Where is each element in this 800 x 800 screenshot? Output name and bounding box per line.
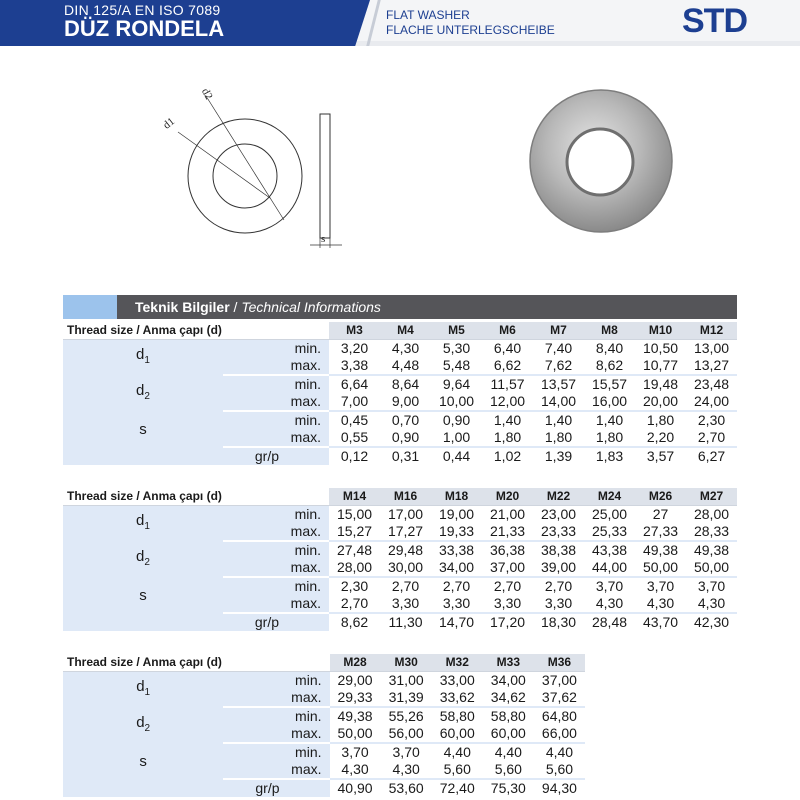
value-cell: 3,30 — [482, 595, 533, 613]
value-cell: 12,00 — [482, 393, 533, 411]
size-header-row — [63, 322, 737, 340]
size-m22: M22 — [533, 488, 584, 506]
value-cell: 33,62 — [432, 689, 483, 707]
d1-symbol-subscript: 1 — [144, 521, 150, 532]
s-symbol-letter: s — [139, 752, 147, 770]
d1-symbol — [63, 672, 223, 708]
value-cell: 3,70 — [686, 577, 737, 595]
value-cell: 64,80 — [534, 707, 585, 725]
value-cell: 34,00 — [431, 559, 482, 577]
weight-value: 8,62 — [329, 613, 380, 631]
thread-size-label: Thread size / Anma çapı (d) — [63, 654, 330, 672]
value-cell: 1,00 — [431, 429, 482, 447]
value-cell: 2,30 — [329, 577, 380, 595]
value-cell: 56,00 — [381, 725, 432, 743]
min-label: min. — [223, 411, 329, 429]
value-cell: 1,80 — [635, 411, 686, 429]
value-cell: 23,33 — [533, 523, 584, 541]
size-m6: M6 — [482, 322, 533, 340]
value-cell: 13,00 — [686, 340, 737, 358]
value-cell: 19,00 — [431, 506, 482, 524]
value-cell: 11,57 — [482, 375, 533, 393]
value-cell: 2,70 — [329, 595, 380, 613]
value-cell: 0,55 — [329, 429, 380, 447]
value-cell: 2,70 — [431, 577, 482, 595]
d2-symbol-subscript: 2 — [144, 390, 150, 402]
value-cell: 49,38 — [686, 541, 737, 559]
value-cell: 4,30 — [635, 595, 686, 613]
value-cell: 58,80 — [483, 707, 534, 725]
size-m33: M33 — [483, 654, 534, 672]
title-german: FLACHE UNTERLEGSCHEIBE — [386, 23, 555, 37]
d1-min-row — [63, 506, 737, 524]
min-label: min. — [223, 375, 329, 393]
d2-symbol-subscript: 2 — [144, 556, 150, 568]
value-cell: 34,62 — [483, 689, 534, 707]
value-cell: 4,40 — [432, 743, 483, 761]
value-cell: 9,00 — [380, 393, 431, 411]
value-cell: 5,30 — [431, 340, 482, 358]
value-cell: 60,00 — [483, 725, 534, 743]
size-m10: M10 — [635, 322, 686, 340]
size-m30: M30 — [381, 654, 432, 672]
value-cell: 21,00 — [482, 506, 533, 524]
s-symbol — [63, 577, 223, 613]
value-cell: 37,00 — [534, 672, 585, 690]
value-cell: 49,38 — [635, 541, 686, 559]
weight-value: 14,70 — [431, 613, 482, 631]
section-bar — [63, 295, 737, 319]
d2-symbol-letter: d — [136, 547, 145, 565]
value-cell: 3,30 — [380, 595, 431, 613]
d1-min-row — [63, 340, 737, 358]
page-header — [0, 0, 800, 46]
d2-symbol-subscript: 2 — [144, 722, 151, 734]
value-cell: 44,00 — [584, 559, 635, 577]
value-cell: 1,40 — [482, 411, 533, 429]
value-cell: 15,27 — [329, 523, 380, 541]
std-logo: STD — [682, 2, 747, 40]
s-symbol — [63, 411, 223, 447]
value-cell: 2,70 — [686, 429, 737, 447]
size-m18: M18 — [431, 488, 482, 506]
value-cell: 16,00 — [584, 393, 635, 411]
value-cell: 4,30 — [380, 340, 431, 358]
size-m24: M24 — [584, 488, 635, 506]
weight-value: 0,31 — [380, 447, 431, 465]
size-m32: M32 — [432, 654, 483, 672]
size-m14: M14 — [329, 488, 380, 506]
value-cell: 9,64 — [431, 375, 482, 393]
value-cell: 20,00 — [635, 393, 686, 411]
value-cell: 27,48 — [329, 541, 380, 559]
value-cell: 2,70 — [533, 577, 584, 595]
value-cell: 0,45 — [329, 411, 380, 429]
value-cell: 28,33 — [686, 523, 737, 541]
value-cell: 15,57 — [584, 375, 635, 393]
s-min-row — [63, 577, 737, 595]
size-m3: M3 — [329, 322, 380, 340]
value-cell: 50,00 — [686, 559, 737, 577]
value-cell: 36,38 — [482, 541, 533, 559]
value-cell: 3,30 — [431, 595, 482, 613]
value-cell: 3,70 — [330, 743, 381, 761]
spec-table-3 — [63, 654, 585, 797]
weight-value: 17,20 — [482, 613, 533, 631]
value-cell: 3,20 — [329, 340, 380, 358]
section-title-tr: Teknik Bilgiler — [135, 299, 230, 315]
value-cell: 14,00 — [533, 393, 584, 411]
max-label: max. — [223, 689, 329, 707]
value-cell: 5,48 — [431, 357, 482, 375]
s-label: s — [321, 233, 326, 245]
size-header-row — [63, 654, 585, 672]
washer-outer-circle — [188, 119, 302, 233]
value-cell: 2,20 — [635, 429, 686, 447]
max-label: max. — [223, 357, 329, 375]
value-cell: 29,00 — [330, 672, 381, 690]
value-cell: 31,00 — [381, 672, 432, 690]
value-cell: 60,00 — [432, 725, 483, 743]
washer-technical-drawing — [150, 80, 350, 255]
weight-value: 18,30 — [533, 613, 584, 631]
value-cell: 8,40 — [584, 340, 635, 358]
d1-symbol — [63, 340, 223, 376]
d1-symbol — [63, 506, 223, 542]
washer-photo — [528, 86, 678, 236]
value-cell: 34,00 — [483, 672, 534, 690]
weight-label: gr/p — [63, 447, 329, 465]
washer-side-view — [320, 114, 330, 238]
d2-dimension-line — [206, 96, 284, 220]
value-cell: 2,70 — [482, 577, 533, 595]
d2-symbol-letter: d — [136, 381, 145, 399]
weight-value: 0,12 — [329, 447, 380, 465]
page-title: DÜZ RONDELA — [64, 16, 225, 41]
d2-min-row — [63, 375, 737, 393]
washer-inner-circle — [213, 144, 277, 208]
value-cell: 6,62 — [482, 357, 533, 375]
value-cell: 1,80 — [584, 429, 635, 447]
max-label: max. — [223, 725, 329, 743]
s-symbol-letter: s — [139, 586, 147, 604]
s-symbol — [63, 743, 223, 779]
value-cell: 43,38 — [584, 541, 635, 559]
min-label: min. — [223, 506, 329, 524]
value-cell: 7,40 — [533, 340, 584, 358]
d1-symbol-letter: d — [136, 512, 145, 529]
value-cell: 3,70 — [584, 577, 635, 595]
min-label: min. — [223, 541, 329, 559]
s-min-row — [63, 411, 737, 429]
weight-label: gr/p — [63, 613, 329, 631]
value-cell: 25,33 — [584, 523, 635, 541]
d2-symbol — [63, 707, 223, 743]
d2-min-row — [63, 707, 585, 725]
weight-value: 11,30 — [380, 613, 431, 631]
value-cell: 8,64 — [380, 375, 431, 393]
size-m8: M8 — [584, 322, 635, 340]
size-m20: M20 — [482, 488, 533, 506]
d1-label: d1 — [160, 115, 178, 132]
value-cell: 6,40 — [482, 340, 533, 358]
value-cell: 39,00 — [533, 559, 584, 577]
d1-symbol-subscript: 1 — [144, 687, 151, 698]
value-cell: 3,30 — [533, 595, 584, 613]
value-cell: 24,00 — [686, 393, 737, 411]
value-cell: 13,57 — [533, 375, 584, 393]
value-cell: 4,40 — [483, 743, 534, 761]
value-cell: 23,00 — [533, 506, 584, 524]
size-m7: M7 — [533, 322, 584, 340]
size-m12: M12 — [686, 322, 737, 340]
size-header-row — [63, 488, 737, 506]
value-cell: 3,38 — [329, 357, 380, 375]
value-cell: 50,00 — [635, 559, 686, 577]
value-cell: 10,50 — [635, 340, 686, 358]
value-cell: 0,70 — [380, 411, 431, 429]
d1-symbol-subscript: 1 — [144, 355, 150, 366]
value-cell: 19,33 — [431, 523, 482, 541]
s-symbol-letter: s — [139, 420, 147, 438]
size-m28: M28 — [330, 654, 381, 672]
section-bar-accent — [63, 295, 117, 319]
thread-size-label: Thread size / Anma çapı (d) — [63, 322, 329, 340]
title-english: FLAT WASHER — [386, 8, 470, 22]
d1-symbol-letter: d — [136, 346, 145, 363]
d1-min-row — [63, 672, 585, 690]
spec-table-2 — [63, 488, 737, 631]
value-cell: 33,00 — [432, 672, 483, 690]
value-cell: 5,60 — [432, 761, 483, 779]
value-cell: 29,33 — [330, 689, 381, 707]
value-cell: 4,30 — [686, 595, 737, 613]
value-cell: 33,38 — [431, 541, 482, 559]
section-title-separator: / — [229, 299, 242, 315]
value-cell: 50,00 — [330, 725, 381, 743]
value-cell: 1,40 — [584, 411, 635, 429]
section-title-en: Technical Informations — [241, 299, 381, 315]
value-cell: 23,48 — [686, 375, 737, 393]
value-cell: 5,60 — [483, 761, 534, 779]
value-cell: 0,90 — [431, 411, 482, 429]
d2-symbol — [63, 541, 223, 577]
size-m5: M5 — [431, 322, 482, 340]
weight-value: 42,30 — [686, 613, 737, 631]
value-cell: 4,48 — [380, 357, 431, 375]
value-cell: 66,00 — [534, 725, 585, 743]
value-cell: 4,30 — [330, 761, 381, 779]
weight-value: 28,48 — [584, 613, 635, 631]
d1-dimension-line — [178, 132, 270, 198]
max-label: max. — [223, 429, 329, 447]
section-title — [135, 299, 381, 315]
s-min-row — [63, 743, 585, 761]
value-cell: 29,48 — [380, 541, 431, 559]
value-cell: 8,62 — [584, 357, 635, 375]
value-cell: 31,39 — [381, 689, 432, 707]
value-cell: 38,38 — [533, 541, 584, 559]
value-cell: 21,33 — [482, 523, 533, 541]
size-m16: M16 — [380, 488, 431, 506]
d2-symbol — [63, 375, 223, 411]
d2-symbol-letter: d — [136, 713, 145, 731]
d2-min-row — [63, 541, 737, 559]
value-cell: 7,62 — [533, 357, 584, 375]
d1-symbol-letter: d — [136, 678, 145, 695]
weight-value: 1,39 — [533, 447, 584, 465]
value-cell: 28,00 — [329, 559, 380, 577]
value-cell: 13,27 — [686, 357, 737, 375]
spec-table-1 — [63, 322, 737, 465]
value-cell: 17,00 — [380, 506, 431, 524]
value-cell: 4,30 — [584, 595, 635, 613]
value-cell: 37,62 — [534, 689, 585, 707]
value-cell: 4,40 — [534, 743, 585, 761]
value-cell: 1,80 — [482, 429, 533, 447]
value-cell: 19,48 — [635, 375, 686, 393]
weight-value: 94,30 — [534, 779, 585, 797]
weight-value: 6,27 — [686, 447, 737, 465]
value-cell: 10,77 — [635, 357, 686, 375]
value-cell: 15,00 — [329, 506, 380, 524]
value-cell: 3,70 — [635, 577, 686, 595]
value-cell: 2,70 — [380, 577, 431, 595]
weight-value: 1,02 — [482, 447, 533, 465]
max-label: max. — [223, 393, 329, 411]
weight-value: 1,83 — [584, 447, 635, 465]
value-cell: 4,30 — [381, 761, 432, 779]
weight-value: 72,40 — [432, 779, 483, 797]
thread-size-label: Thread size / Anma çapı (d) — [63, 488, 329, 506]
weight-row — [63, 447, 737, 465]
max-label: max. — [223, 761, 329, 779]
value-cell: 10,00 — [431, 393, 482, 411]
max-label: max. — [223, 523, 329, 541]
value-cell: 25,00 — [584, 506, 635, 524]
value-cell: 49,38 — [330, 707, 381, 725]
weight-value: 40,90 — [330, 779, 381, 797]
value-cell: 28,00 — [686, 506, 737, 524]
max-label: max. — [223, 595, 329, 613]
weight-value: 75,30 — [483, 779, 534, 797]
value-cell: 27 — [635, 506, 686, 524]
value-cell: 55,26 — [381, 707, 432, 725]
weight-value: 43,70 — [635, 613, 686, 631]
value-cell: 58,80 — [432, 707, 483, 725]
value-cell: 2,30 — [686, 411, 737, 429]
value-cell: 1,40 — [533, 411, 584, 429]
weight-value: 0,44 — [431, 447, 482, 465]
weight-value: 3,57 — [635, 447, 686, 465]
weight-label: gr/p — [63, 779, 330, 797]
min-label: min. — [223, 707, 329, 725]
weight-row — [63, 613, 737, 631]
value-cell: 37,00 — [482, 559, 533, 577]
size-m4: M4 — [380, 322, 431, 340]
min-label: min. — [223, 577, 329, 595]
value-cell: 0,90 — [380, 429, 431, 447]
weight-value: 53,60 — [381, 779, 432, 797]
min-label: min. — [223, 743, 329, 761]
standard-code: DIN 125/A EN ISO 7089 — [64, 2, 221, 18]
value-cell: 17,27 — [380, 523, 431, 541]
value-cell: 30,00 — [380, 559, 431, 577]
size-m36: M36 — [534, 654, 585, 672]
value-cell: 6,64 — [329, 375, 380, 393]
min-label: min. — [223, 340, 329, 358]
min-label: min. — [223, 672, 329, 690]
max-label: max. — [223, 559, 329, 577]
size-m27: M27 — [686, 488, 737, 506]
weight-row — [63, 779, 585, 797]
value-cell: 3,70 — [381, 743, 432, 761]
size-m26: M26 — [635, 488, 686, 506]
value-cell: 27,33 — [635, 523, 686, 541]
value-cell: 7,00 — [329, 393, 380, 411]
value-cell: 1,80 — [533, 429, 584, 447]
value-cell: 5,60 — [534, 761, 585, 779]
d2-label: d2 — [199, 86, 215, 102]
